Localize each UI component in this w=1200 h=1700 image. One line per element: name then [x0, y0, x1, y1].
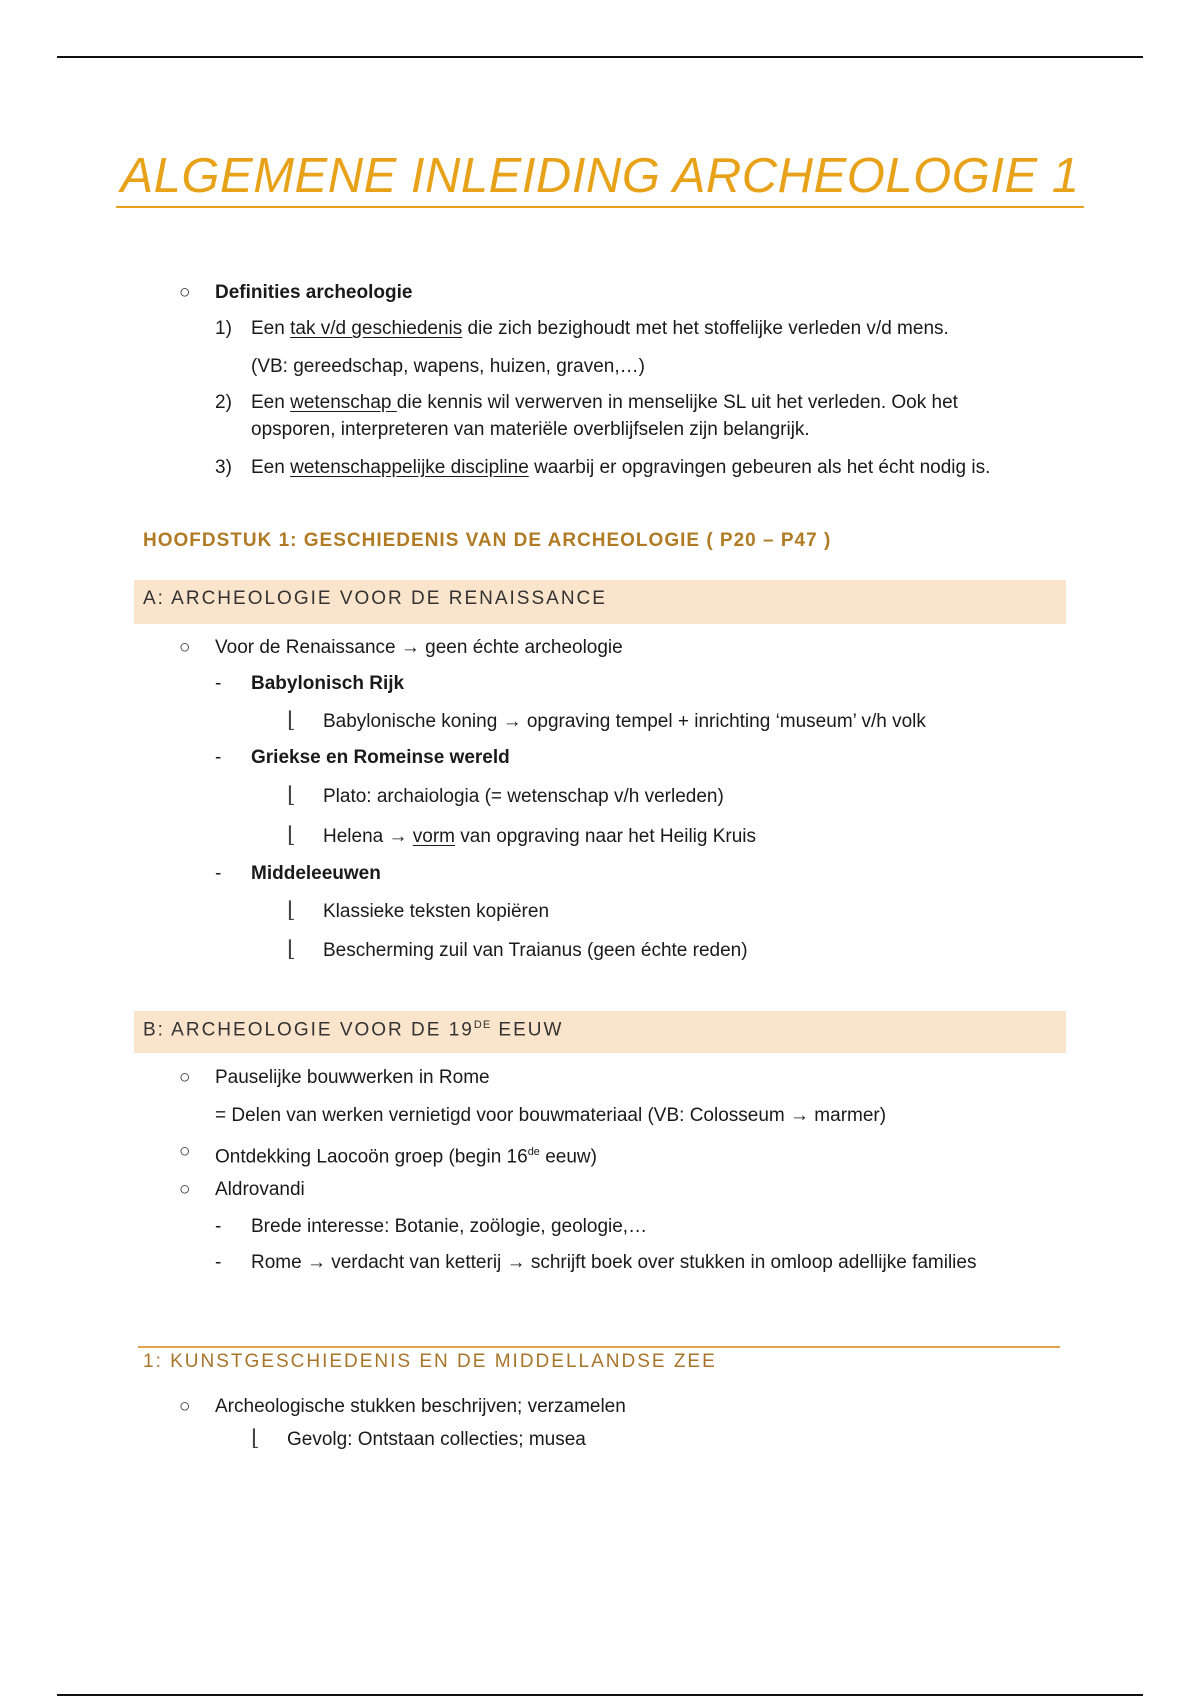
dash-icon: -	[215, 1216, 222, 1237]
bullet-icon: ○	[179, 1179, 191, 1200]
list-item: Klassieke teksten kopiëren	[323, 901, 550, 922]
section-b-heading: B: ARCHEOLOGIE VOOR DE 19DE EEUW	[143, 1019, 564, 1041]
dash-icon: -	[215, 747, 222, 768]
list-item: Rome → verdacht van ketterij → schrijft boek over stukken in omloop adellijke families	[251, 1252, 977, 1273]
bullet-icon: ○	[179, 637, 191, 658]
list-item: Ontdekking Laocoön groep (begin 16de eeuw)	[215, 1146, 597, 1168]
group-title: Griekse en Romeinse wereld	[251, 747, 510, 768]
page-top-rule	[57, 56, 1143, 58]
definition-1-example: (VB: gereedschap, wapens, huizen, graven,…)	[251, 356, 645, 377]
list-item: Archeologische stukken beschrijven; verzamelen	[215, 1396, 626, 1417]
bracket-icon: ⌊	[287, 898, 296, 923]
definition-3: Een wetenschappelijke discipline waarbij er opgravingen gebeuren als het écht nodig is.	[251, 457, 991, 478]
page-bottom-rule	[57, 1694, 1143, 1696]
list-item: Gevolg: Ontstaan collecties; musea	[287, 1429, 586, 1450]
bullet-icon: ○	[179, 1067, 191, 1088]
list-item: Bescherming zuil van Traianus (geen échte reden)	[323, 940, 748, 961]
bullet-icon: ○	[179, 1141, 191, 1162]
bullet-icon: ○	[179, 1396, 191, 1417]
bracket-icon: ⌊	[287, 937, 296, 962]
bracket-icon: ⌊	[287, 708, 296, 733]
list-item: Brede interesse: Botanie, zoölogie, geologie,…	[251, 1216, 648, 1237]
definition-2-line2: opsporen, interpreteren van materiële overblijfselen zijn belangrijk.	[251, 419, 810, 440]
list-number: 1)	[215, 318, 232, 339]
definitions-heading: Definities archeologie	[215, 282, 413, 303]
list-item: = Delen van werken vernietigd voor bouwmateriaal (VB: Colosseum → marmer)	[215, 1105, 887, 1126]
list-item: Pauselijke bouwwerken in Rome	[215, 1067, 490, 1088]
list-item: Plato: archaiologia (= wetenschap v/h verleden)	[323, 786, 724, 807]
section-a-heading: A: ARCHEOLOGIE VOOR DE RENAISSANCE	[143, 588, 607, 609]
group-title: Babylonisch Rijk	[251, 673, 405, 694]
subsection-heading: 1: KUNSTGESCHIEDENIS EN DE MIDDELLANDSE ZEE	[143, 1351, 717, 1372]
chapter-heading: HOOFDSTUK 1: GESCHIEDENIS VAN DE ARCHEOLOGIE ( P20 – P47 )	[143, 530, 832, 551]
document-title: ALGEMENE INLEIDING ARCHEOLOGIE 1	[0, 148, 1200, 204]
bullet-icon: ○	[179, 282, 191, 303]
group-title: Middeleeuwen	[251, 863, 381, 884]
list-number: 3)	[215, 457, 232, 478]
bracket-icon: ⌊	[287, 783, 296, 808]
section-a-intro: Voor de Renaissance → geen échte archeologie	[215, 637, 623, 658]
subsection-rule	[138, 1346, 1060, 1348]
dash-icon: -	[215, 673, 222, 694]
definition-1: Een tak v/d geschiedenis die zich bezighoudt met het stoffelijke verleden v/d mens.	[251, 318, 949, 339]
list-number: 2)	[215, 392, 232, 413]
list-item: Babylonische koning → opgraving tempel + inrichting ‘museum’ v/h volk	[323, 711, 926, 732]
list-item: Aldrovandi	[215, 1179, 305, 1200]
bracket-icon: ⌊	[287, 823, 296, 848]
bracket-icon: ⌊	[251, 1426, 260, 1451]
dash-icon: -	[215, 863, 222, 884]
list-item: Helena → vorm van opgraving naar het Heilig Kruis	[323, 826, 757, 847]
dash-icon: -	[215, 1252, 222, 1273]
definition-2: Een wetenschap die kennis wil verwerven in menselijke SL uit het verleden. Ook het	[251, 392, 958, 413]
